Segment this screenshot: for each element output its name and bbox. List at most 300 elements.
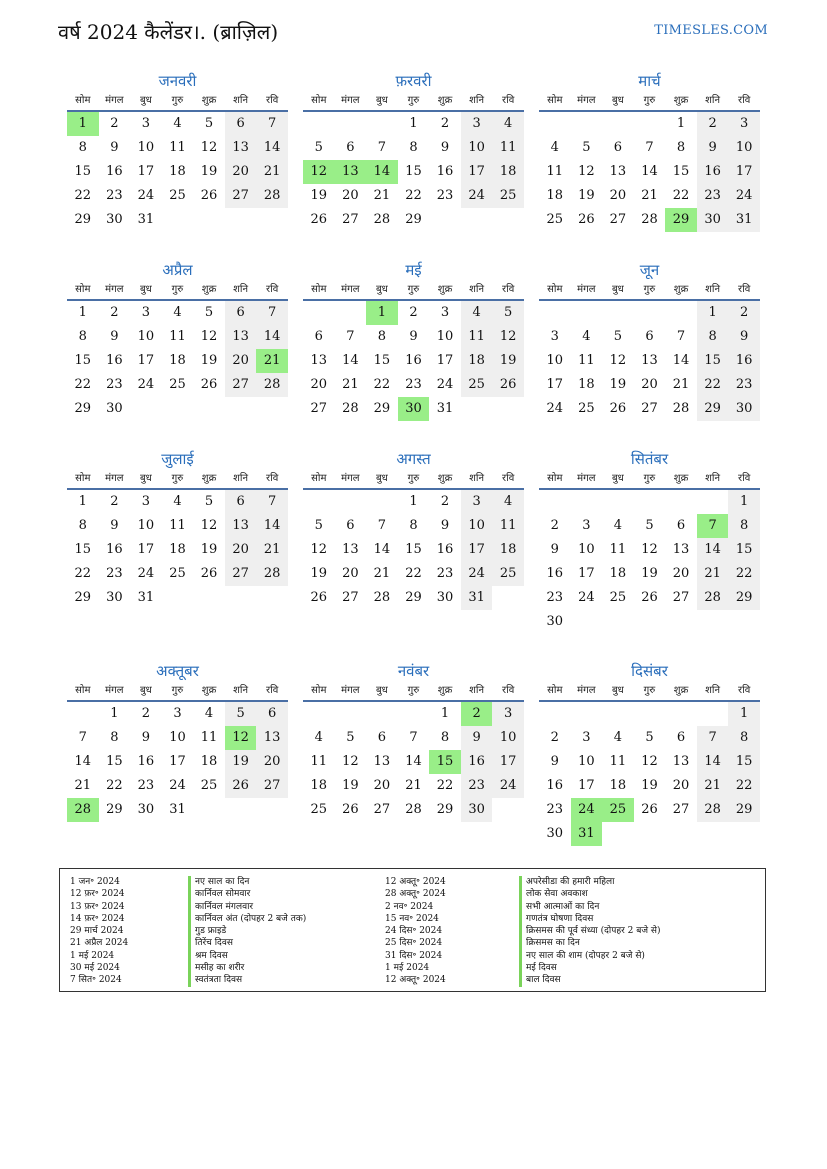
- month-name: दिसंबर: [631, 662, 668, 680]
- day-cell: 8: [377, 329, 387, 344]
- day-cell: 8: [78, 518, 87, 533]
- day-cell: 7: [645, 140, 654, 155]
- empty-cell: [571, 112, 603, 136]
- day-cell: 12: [342, 754, 359, 769]
- day-cell: 15: [697, 349, 729, 373]
- day-cell: 21: [641, 188, 658, 203]
- holiday-name: कार्निवल सोमवार: [188, 888, 306, 900]
- day-cell: 5: [346, 730, 355, 745]
- day-cell: 26: [492, 373, 524, 397]
- empty-cell: [571, 490, 603, 514]
- day-cell: 8: [676, 140, 686, 155]
- weekday-label: शुक्र: [201, 284, 217, 295]
- day-cell: 17: [137, 542, 155, 557]
- month-block: [67, 70, 288, 232]
- day-cell: 7: [256, 112, 288, 136]
- holiday-dates-right: [385, 876, 446, 987]
- day-cell: 12: [578, 164, 595, 179]
- empty-cell: [634, 702, 666, 726]
- day-cell: 16: [546, 566, 564, 581]
- day-cell: 17: [461, 538, 493, 562]
- day-cell: 31: [571, 822, 603, 846]
- empty-cell: [67, 702, 99, 726]
- day-cell: 26: [342, 802, 359, 817]
- day-cell: 6: [225, 490, 257, 514]
- day-cell: 2: [110, 305, 119, 320]
- holiday-date: 29 मार्च 2024: [70, 926, 124, 937]
- day-cell: 21: [373, 188, 391, 203]
- holiday-name: कार्निवल मंगलवार: [188, 901, 306, 913]
- day-cell: 24: [461, 562, 493, 586]
- holiday-date: 28 अक्तू॰ 2024: [385, 889, 446, 900]
- day-cell: 14: [366, 160, 398, 184]
- day-cell: 25: [609, 590, 627, 605]
- day-cell: 28: [697, 586, 729, 610]
- day-cell: 23: [106, 188, 123, 203]
- weekday-label: गुरु: [407, 284, 420, 295]
- weekday-label: सोम: [75, 284, 91, 295]
- day-cell: 11: [609, 754, 627, 769]
- day-cell: 14: [74, 754, 92, 769]
- weekday-label: शनि: [469, 95, 485, 106]
- day-cell: 29: [405, 212, 422, 227]
- day-cell: 11: [578, 353, 595, 368]
- day-cell: 8: [78, 329, 87, 344]
- weekday-label: रवि: [738, 473, 751, 484]
- weekday-header: [539, 281, 760, 301]
- day-cell: 22: [74, 188, 92, 203]
- day-cell: 11: [310, 754, 328, 769]
- day-cell: 18: [492, 538, 524, 562]
- month-name: जुलाई: [161, 450, 194, 468]
- weekday-label: रवि: [502, 473, 515, 484]
- month-name: अगस्त: [396, 450, 431, 468]
- day-cell: 27: [641, 401, 658, 416]
- weekday-label: शनि: [233, 284, 249, 295]
- day-cell: 23: [106, 566, 123, 581]
- weekday-header: [67, 470, 288, 490]
- day-cell: 10: [461, 136, 493, 160]
- day-cell: 22: [728, 774, 760, 798]
- month-block: [67, 660, 288, 822]
- day-cell: 14: [342, 353, 359, 368]
- day-cell: 29: [74, 401, 92, 416]
- month-name: जनवरी: [158, 72, 197, 90]
- day-cell: 29: [74, 212, 92, 227]
- holiday-date: 12 अक्तू॰ 2024: [385, 975, 446, 986]
- day-cell: 16: [436, 542, 454, 557]
- day-cell: 10: [169, 730, 186, 745]
- day-cell: 16: [137, 754, 155, 769]
- holiday-name: सभी आत्माओं का दिन: [519, 901, 661, 913]
- month-name: मार्च: [638, 72, 661, 90]
- month-block: [539, 259, 760, 421]
- empty-cell: [665, 702, 697, 726]
- day-cell: 6: [225, 112, 257, 136]
- holiday-name: अपरेसीडा की हमारी महिला: [519, 876, 661, 888]
- weekday-label: शुक्र: [437, 685, 453, 696]
- weekday-header: [303, 92, 524, 112]
- month-name: अप्रैल: [162, 261, 193, 279]
- day-cell: 7: [676, 329, 686, 344]
- weekday-label: शुक्र: [201, 685, 217, 696]
- day-cell: 2: [550, 730, 559, 745]
- holiday-name: स्वतंत्रता दिवस: [188, 974, 306, 986]
- day-cell: 30: [106, 401, 123, 416]
- day-cell: 12: [641, 754, 658, 769]
- weekday-label: शुक्र: [437, 95, 453, 106]
- weekday-label: रवि: [266, 685, 279, 696]
- day-cell: 22: [672, 188, 690, 203]
- holiday-date: 21 अप्रैल 2024: [70, 938, 129, 949]
- day-grid: [67, 112, 288, 232]
- day-cell: 8: [728, 514, 760, 538]
- day-cell: 26: [641, 590, 658, 605]
- day-cell: 22: [74, 377, 92, 392]
- day-cell: 13: [335, 160, 367, 184]
- weekday-label: मंगल: [341, 685, 360, 696]
- weekday-label: शुक्र: [673, 95, 689, 106]
- day-cell: 25: [169, 566, 186, 581]
- weekday-label: बुध: [139, 284, 152, 295]
- day-cell: 10: [137, 140, 155, 155]
- weekday-label: शनि: [233, 473, 249, 484]
- day-cell: 11: [492, 136, 524, 160]
- weekday-label: सोम: [547, 685, 563, 696]
- day-cell: 21: [405, 778, 422, 793]
- day-cell: 9: [461, 726, 493, 750]
- day-cell: 24: [137, 566, 155, 581]
- day-cell: 10: [546, 353, 564, 368]
- day-cell: 10: [137, 329, 155, 344]
- day-cell: 26: [310, 212, 328, 227]
- empty-cell: [398, 702, 430, 726]
- empty-cell: [539, 301, 571, 325]
- day-cell: 15: [728, 538, 760, 562]
- weekday-header: [67, 682, 288, 702]
- day-cell: 9: [141, 730, 151, 745]
- day-cell: 25: [602, 798, 634, 822]
- day-cell: 20: [256, 750, 288, 774]
- day-cell: 25: [578, 401, 595, 416]
- day-cell: 28: [697, 798, 729, 822]
- weekday-label: मंगल: [341, 473, 360, 484]
- day-cell: 4: [173, 305, 182, 320]
- day-cell: 19: [225, 750, 257, 774]
- day-grid: [303, 702, 524, 822]
- day-cell: 3: [461, 112, 493, 136]
- day-cell: 24: [492, 774, 524, 798]
- day-cell: 30: [106, 212, 123, 227]
- day-cell: 7: [377, 518, 387, 533]
- weekday-label: रवि: [502, 95, 515, 106]
- day-cell: 30: [697, 208, 729, 232]
- holiday-date: 1 मई 2024: [385, 963, 430, 974]
- weekday-label: रवि: [502, 284, 515, 295]
- day-cell: 14: [641, 164, 658, 179]
- day-cell: 15: [405, 542, 422, 557]
- day-cell: 5: [645, 730, 654, 745]
- day-cell: 20: [225, 160, 257, 184]
- day-cell: 21: [373, 566, 391, 581]
- weekday-label: सोम: [311, 95, 327, 106]
- weekday-label: शनि: [705, 95, 721, 106]
- month-block: [303, 660, 524, 822]
- day-cell: 11: [169, 518, 186, 533]
- day-cell: 15: [405, 164, 422, 179]
- day-cell: 8: [409, 140, 418, 155]
- day-cell: 4: [613, 730, 623, 745]
- day-cell: 15: [74, 542, 92, 557]
- day-cell: 21: [697, 774, 729, 798]
- day-cell: 25: [310, 802, 328, 817]
- day-cell: 21: [342, 377, 359, 392]
- weekday-label: शनि: [469, 473, 485, 484]
- day-cell: 4: [613, 518, 623, 533]
- day-cell: 11: [169, 329, 186, 344]
- day-cell: 3: [440, 305, 450, 320]
- day-cell: 20: [373, 778, 391, 793]
- day-cell: 16: [546, 778, 564, 793]
- day-cell: 31: [137, 590, 155, 605]
- day-cell: 7: [697, 514, 729, 538]
- day-cell: 11: [546, 164, 564, 179]
- day-cell: 20: [609, 188, 627, 203]
- weekday-label: मंगल: [577, 95, 596, 106]
- day-cell: 3: [141, 305, 151, 320]
- day-cell: 19: [310, 566, 328, 581]
- day-cell: 9: [110, 518, 119, 533]
- weekday-label: बुध: [375, 685, 388, 696]
- holiday-date: 24 दिस॰ 2024: [385, 926, 443, 937]
- day-cell: 1: [728, 702, 760, 726]
- day-cell: 18: [609, 566, 627, 581]
- empty-cell: [665, 301, 697, 325]
- day-cell: 20: [310, 377, 328, 392]
- month-block: [67, 448, 288, 610]
- day-cell: 8: [440, 730, 450, 745]
- day-cell: 4: [492, 490, 524, 514]
- day-cell: 22: [106, 778, 123, 793]
- day-cell: 30: [728, 397, 760, 421]
- weekday-label: बुध: [139, 95, 152, 106]
- day-cell: 24: [546, 401, 564, 416]
- day-cell: 3: [582, 730, 591, 745]
- holiday-date: 2 नव॰ 2024: [385, 901, 434, 912]
- day-cell: 17: [578, 778, 595, 793]
- day-cell: 25: [169, 377, 186, 392]
- day-cell: 15: [373, 353, 391, 368]
- day-cell: 14: [405, 754, 422, 769]
- day-cell: 15: [74, 164, 92, 179]
- day-cell: 5: [645, 518, 654, 533]
- day-cell: 5: [314, 140, 323, 155]
- holiday-date: 15 नव॰ 2024: [385, 913, 439, 924]
- day-cell: 25: [492, 184, 524, 208]
- day-cell: 1: [78, 494, 87, 509]
- day-cell: 17: [137, 353, 155, 368]
- day-cell: 16: [106, 353, 123, 368]
- holiday-name: बाल दिवस: [519, 974, 661, 986]
- holiday-date: 30 मई 2024: [70, 963, 120, 974]
- weekday-label: मंगल: [105, 685, 124, 696]
- day-cell: 22: [405, 566, 422, 581]
- weekday-label: बुध: [611, 95, 624, 106]
- day-cell: 20: [641, 377, 658, 392]
- empty-cell: [303, 112, 335, 136]
- day-cell: 17: [578, 566, 595, 581]
- day-cell: 31: [137, 212, 155, 227]
- day-cell: 13: [342, 542, 359, 557]
- day-cell: 2: [728, 301, 760, 325]
- day-cell: 5: [204, 305, 214, 320]
- day-cell: 20: [342, 188, 359, 203]
- weekday-label: बुध: [375, 284, 388, 295]
- day-cell: 11: [200, 730, 218, 745]
- day-cell: 22: [728, 562, 760, 586]
- weekday-label: सोम: [311, 473, 327, 484]
- day-cell: 3: [461, 490, 493, 514]
- day-cell: 18: [546, 188, 564, 203]
- day-cell: 6: [676, 518, 686, 533]
- empty-cell: [634, 490, 666, 514]
- weekday-header: [67, 92, 288, 112]
- day-cell: 2: [550, 518, 559, 533]
- day-cell: 10: [461, 514, 493, 538]
- day-cell: 13: [225, 514, 257, 538]
- day-cell: 27: [225, 184, 257, 208]
- day-grid: [539, 702, 760, 846]
- day-cell: 30: [461, 798, 493, 822]
- day-cell: 12: [303, 160, 335, 184]
- weekday-label: मंगल: [105, 284, 124, 295]
- day-cell: 21: [256, 349, 288, 373]
- day-cell: 26: [225, 774, 257, 798]
- day-cell: 28: [373, 590, 391, 605]
- day-cell: 29: [373, 401, 391, 416]
- day-cell: 8: [110, 730, 119, 745]
- day-cell: 14: [373, 542, 391, 557]
- day-cell: 31: [436, 401, 454, 416]
- day-cell: 27: [672, 802, 690, 817]
- weekday-label: सोम: [75, 473, 91, 484]
- holiday-name: लोक सेवा अवकाश: [519, 888, 661, 900]
- weekday-label: शुक्र: [673, 284, 689, 295]
- day-cell: 13: [310, 353, 328, 368]
- empty-cell: [634, 112, 666, 136]
- weekday-label: शनि: [705, 473, 721, 484]
- day-cell: 20: [225, 349, 257, 373]
- day-cell: 27: [225, 562, 257, 586]
- weekday-label: गुरु: [407, 685, 420, 696]
- weekday-label: गुरु: [407, 95, 420, 106]
- day-cell: 7: [256, 490, 288, 514]
- brand-link[interactable]: TIMESLES.COM: [654, 23, 768, 38]
- weekday-label: रवि: [738, 95, 751, 106]
- day-cell: 14: [256, 514, 288, 538]
- day-cell: 1: [110, 706, 119, 721]
- day-cell: 4: [173, 494, 182, 509]
- day-cell: 6: [346, 140, 355, 155]
- day-cell: 28: [641, 212, 658, 227]
- day-cell: 19: [310, 188, 328, 203]
- holiday-names-left: [188, 876, 306, 987]
- day-cell: 6: [346, 518, 355, 533]
- day-cell: 13: [672, 542, 690, 557]
- day-cell: 13: [256, 726, 288, 750]
- day-cell: 1: [728, 490, 760, 514]
- weekday-label: शुक्र: [201, 95, 217, 106]
- day-cell: 13: [225, 136, 257, 160]
- day-cell: 23: [546, 590, 564, 605]
- day-cell: 31: [728, 208, 760, 232]
- empty-cell: [539, 702, 571, 726]
- month-block: [303, 448, 524, 610]
- holiday-date: 7 सित॰ 2024: [70, 975, 122, 986]
- day-cell: 9: [409, 329, 418, 344]
- weekday-label: मंगल: [577, 284, 596, 295]
- weekday-label: मंगल: [341, 95, 360, 106]
- day-cell: 6: [377, 730, 387, 745]
- day-cell: 22: [373, 377, 391, 392]
- day-cell: 2: [110, 116, 119, 131]
- day-cell: 27: [672, 590, 690, 605]
- empty-cell: [366, 112, 398, 136]
- holiday-name: क्रिसमस का दिन: [519, 937, 661, 949]
- month-name: नवंबर: [397, 662, 430, 680]
- day-cell: 25: [546, 212, 564, 227]
- empty-cell: [571, 301, 603, 325]
- day-cell: 13: [672, 754, 690, 769]
- day-cell: 29: [405, 590, 422, 605]
- day-cell: 11: [609, 542, 627, 557]
- day-cell: 9: [110, 140, 119, 155]
- weekday-label: सोम: [547, 473, 563, 484]
- weekday-label: गुरु: [171, 284, 184, 295]
- holiday-list: [59, 868, 766, 992]
- holiday-date: 31 दिस॰ 2024: [385, 950, 443, 961]
- weekday-header: [539, 92, 760, 112]
- month-block: [539, 448, 760, 634]
- day-cell: 17: [728, 160, 760, 184]
- day-cell: 30: [106, 590, 123, 605]
- day-cell: 6: [314, 329, 323, 344]
- day-cell: 23: [546, 802, 564, 817]
- holiday-name: नए साल की शाम (दोपहर 2 बजे से): [519, 950, 661, 962]
- day-cell: 21: [672, 377, 690, 392]
- day-cell: 4: [204, 706, 214, 721]
- day-cell: 22: [697, 373, 729, 397]
- day-cell: 12: [200, 140, 218, 155]
- day-cell: 15: [429, 750, 461, 774]
- day-cell: 5: [225, 702, 257, 726]
- holiday-name: श्रम दिवस: [188, 950, 306, 962]
- day-grid: [539, 301, 760, 421]
- day-cell: 10: [492, 726, 524, 750]
- day-cell: 20: [672, 778, 690, 793]
- weekday-label: गुरु: [643, 284, 656, 295]
- day-cell: 6: [613, 140, 623, 155]
- day-cell: 1: [366, 301, 398, 325]
- weekday-label: गुरु: [407, 473, 420, 484]
- day-cell: 5: [204, 494, 214, 509]
- weekday-label: शनि: [705, 685, 721, 696]
- empty-cell: [571, 702, 603, 726]
- day-cell: 15: [74, 353, 92, 368]
- day-cell: 10: [436, 329, 454, 344]
- weekday-label: बुध: [139, 685, 152, 696]
- weekday-label: रवि: [502, 685, 515, 696]
